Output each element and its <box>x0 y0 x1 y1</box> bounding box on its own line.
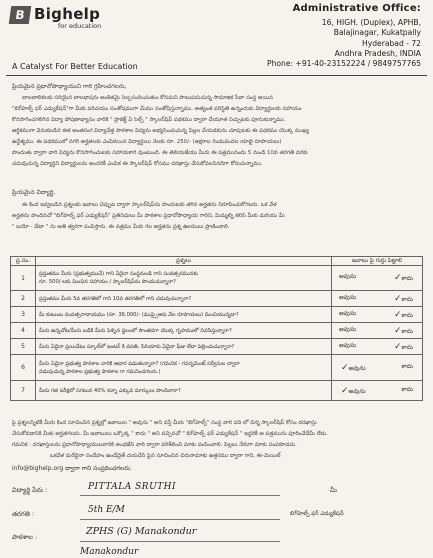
answer-no[interactable]: ✓కాదు <box>393 341 413 352</box>
question-line: మీ కుటుంబ సంవత్సరాదాయము (రూ. 36,000/- (ముప్పైఆరు వేల రూపాయలు) మించియున్నదా? <box>39 311 239 318</box>
answer-no[interactable]: ✓కాదు <box>393 325 413 336</box>
row-question <box>36 291 332 307</box>
signature-line-2: బిగ్‌హెల్ప్ ఫర్ ఎడ్యుకేషన్ <box>290 511 344 517</box>
signature-line-1: మీ <box>330 486 337 494</box>
row-answer <box>332 355 423 381</box>
answer-no[interactable]: ✓కాదు <box>393 273 413 283</box>
para-line: అర్హతను పొందినచో "బిగ్‌హెల్ప్ ఫర్ ఎడ్యుకేషన్" ప్రతినిధులు మీ పాఠశాల ప్రధానోపాధ్యాయ గారిని, మిమ్మల్ని కలిసి మీకు మరియు మీ <box>12 213 285 219</box>
question-line: నడుపుచున్న పాఠశాల ప్రభుత్వ పాఠశాల గా గమనించగలరు.) <box>39 368 161 375</box>
para-line: ఈ కింద ఇవ్వబడిన ప్రశ్నలకు జవాబు చెప్పుట ద్వారా స్కాలర్‌షిప్‌ను పొందుటకు తగిన అర్హతను నిరూపించుకోగలరు. ఒక వేళ <box>22 202 277 208</box>
contact-tail: ద్వారా గాని సంప్రదించగలరు. <box>65 465 132 472</box>
para-line: " బయో - డేటా " ను అతి త్వరగా పంపిస్తారు. ఈ పత్రము మీకు గల అర్హతను ప్రశ్న ఊయులు ప్రాణించాలి. <box>12 224 230 230</box>
office-address <box>251 4 421 69</box>
para-line: చదువుచున్న విద్యార్థిని విద్యార్థులను అందరికీ ఎంపిక ఈ స్కాలర్‌షిప్ కోసము దరఖాస్తు చేసుకోవలసినదిగా కోరుచున్నాము. <box>12 161 263 167</box>
answer-no[interactable]: కాదు <box>401 385 413 393</box>
answer-yes[interactable]: అవును <box>339 273 357 280</box>
answer-no[interactable]: ✓కాదు <box>393 309 413 320</box>
para-line: బాలబాలికలకు సరియైన బాలభాషను అంకితమై సెల్పసంరించుతుం కోసమని పాటుపదుచున్న సామాజిక సేవా సంస్థ అయిన <box>22 95 274 101</box>
student-name-label: విద్యార్థి పేరు : <box>12 486 48 494</box>
class-underline <box>80 519 280 520</box>
office-line: Balajinagar, Kukatpally <box>333 28 421 38</box>
office-title: Administrative Office: <box>292 3 421 14</box>
col-number-header: ప్ర.సం. <box>11 257 36 266</box>
row-question <box>36 323 332 339</box>
para-line: ఆర్ధికముగా వెనుకబడిన ఈక అంతరంగ విద్యావేత్త పాఠశాల విద్యను అభ్యసించుచున్న పిల్లల వేయడకును చూపుటకు ఈ పథకము యొక్క ముఖ్య <box>12 128 309 134</box>
check-mark-icon: ✓ <box>393 293 402 304</box>
office-line: Andhra Pradesh, INDIA <box>334 48 421 58</box>
check-mark-icon: ✓ <box>341 362 349 373</box>
row-answer <box>332 323 423 339</box>
row-question <box>36 266 332 291</box>
check-mark-icon: ✓ <box>393 325 402 336</box>
row-question <box>36 307 332 323</box>
para-line: చేసుకోవడానికి మీకు అర్హతగలదు. మీ జవాబులు ఒక్కొక్క " కాదు " అని వచ్చినచో " బిగ్‌హెల్ప్ ఫర్ ఎడ్యుకేషన్ " ఇద్దరికీ ఆ పత్రమును పూరించేదేమీ లేదు. <box>12 431 328 437</box>
row-question <box>36 381 332 401</box>
answer-no[interactable]: ✓కాదు <box>393 293 413 304</box>
school-value-2: Manakondur <box>80 547 139 557</box>
table-row <box>11 266 423 291</box>
para-line: ఒకవేళ మరేదైనా సందేహం ఉండేదైతే దయచేసి పైన సూచించిన చిరునామాకు ఉత్తరము ద్వారా గాని, ఈ-మెయిల్ <box>50 453 281 459</box>
question-line: రూ. 500/-లకు మించిన సహాయం / స్కాలర్‌షిప్‌ను పొందుచున్నారా? <box>39 279 176 285</box>
office-line: Hyderabad - 72 <box>362 38 421 48</box>
contact-email[interactable]: info@bighelp.org <box>12 465 64 472</box>
answer-yes[interactable]: అవును <box>339 309 357 317</box>
office-phone: Phone: +91-40-23152224 / 9849757765 <box>266 59 421 69</box>
answer-yes[interactable]: అవును <box>339 325 357 333</box>
question-line: మీరు ఉన్నచోట/మీరు బడికి మీరు పెళ్ళిన స్థలంలో సొంతదగా యొక్క గృహములో నివసిస్తున్నారా? <box>39 327 232 334</box>
row-number: 2 <box>11 291 36 307</box>
class-label: తరగతి : <box>12 510 35 518</box>
bighelp-logo-icon: B <box>9 6 32 24</box>
para-line: ఉద్దేశ్యము. ఈ పథకములో నగరి అర్హతలకు ఎంపికయిన విద్యార్థులు నెలకు రూ. 250/- (అక్షరాల రెండువందల యాభై రూపాయలు) <box>12 139 282 145</box>
row-answer <box>332 307 423 323</box>
answer-yes[interactable]: ✓అవును <box>341 385 366 396</box>
question-line: ప్రస్తుతము మీరు (ప్రభుత్వముచే) గాని ఏదైనా సంస్థనుండి గాని సంవత్సరమునకు <box>39 271 198 277</box>
row-answer <box>332 266 423 291</box>
row-answer <box>332 291 423 307</box>
salutation-student: ప్రియమైన విద్యార్థి, <box>12 189 56 196</box>
question-line: ప్రస్తుతము మీరు 5వ తరగతిలో గాని 10వ తరగతిలో గాని చదువుచున్నారా? <box>39 295 192 302</box>
para-line: గమనిక : దరఖాస్తులను ప్రధానోపాధ్యాయులవారికి అంధజేసి వారి ద్వారా పరిశీలించి మాకు పంపించాలి. పిల్లలు నేరుగా మాకు పంపకూడదు. <box>12 442 297 448</box>
para-line: కొనసాగించగలిగిన విద్యా పోషణాభ్యాసం వారికి " ప్రాజెక్ట్ ఏ సెల్ప్ " స్కాలర్‌షిప్ పథకము ద్వారా చేయూత నిచ్చుటకు పూనుకున్నాము. <box>12 117 286 123</box>
question-line: మీరు గత పరీక్షలో సగటున 40% కన్నా ఎక్కువ మార్కులు పొందినారా? <box>39 387 181 394</box>
row-number: 1 <box>11 266 36 291</box>
class-value: 5th E/M <box>88 505 125 515</box>
table-header-row <box>11 257 423 266</box>
salutation-headmaster: ప్రియమైన ప్రధానోపాధ్యాయుని గారి గ్రహించగలరు, <box>12 83 127 90</box>
row-number: 7 <box>11 381 36 401</box>
school-underline <box>80 541 280 542</box>
table-row <box>11 323 423 339</box>
table-row <box>11 381 423 401</box>
tagline: A Catalyst For Better Education <box>12 62 138 71</box>
table-row <box>11 307 423 323</box>
row-answer <box>332 339 423 355</box>
answer-yes[interactable]: అవును <box>339 293 357 301</box>
brand-subtitle: for education <box>58 22 102 30</box>
student-name-underline <box>80 495 280 496</box>
answer-no[interactable]: కాదు <box>401 362 413 370</box>
school-value: ZPHS (G) Manakondur <box>86 526 197 537</box>
table-row <box>11 291 423 307</box>
office-line: 16, HIGH. (Duplex), APHB, <box>321 18 421 28</box>
question-line: మీరు ఏదైనా ప్రభుత్వ పాఠశాల వారికి ఆధార పడుతున్నారా? (గమనిక - గవర్నమెంట్ సర్వీసుల ద్వారా <box>39 360 240 367</box>
table-row <box>11 355 423 381</box>
col-question-header: ప్రశ్నలు <box>36 257 332 266</box>
row-number: 5 <box>11 339 36 355</box>
check-mark-icon: ✓ <box>393 341 402 352</box>
para-line: "బిగ్‌హెల్ప్ ఫర్ ఎడ్యుకేషన్"గా మీకు పరిచయం సంతోషముగా మేము సంతోషిస్తున్నాము. అత్యంత పరిస్థితి ఉన్నందుకు విద్యార్థులకు సహాయం <box>12 106 302 112</box>
row-answer <box>332 381 423 401</box>
header-divider <box>6 75 427 76</box>
row-question <box>36 355 332 381</box>
row-question <box>36 339 332 355</box>
question-line: మీరు ఏదైనా ప్రయివేటు స్కూల్‌లో ఇంటర్ కి వసతి, సిరియాకు ఏదైనా ఫీజు లేదా పెల్లించుచున్నారా? <box>39 343 235 350</box>
para-line: పొందుతు ద్వారా వారి విద్యను కొనసాగించుటకు సహాయకారి వుంటుంది. ఈ తెలియజేయు మీరు ఈ పత్రమునందు 5 నుండి 10వ తరగతి వరకు <box>12 150 308 156</box>
check-mark-icon: ✓ <box>393 309 402 320</box>
answer-yes[interactable]: అవును <box>339 341 357 349</box>
table-row <box>11 339 423 355</box>
para-line: పై ప్రశ్నలన్నిటికీ మీరు కింద సూచించిన ప్రశ్నల్లో జవాబుల " అవును " అని వస్తే మీరు "బిగ్‌హెల్ప్" సంస్థ వారి పది లో చిన్న స్కాలర్‌షిప్ కోసం దరఖాస్తు <box>12 420 317 426</box>
answer-yes[interactable]: ✓అవును <box>341 362 366 373</box>
row-number: 6 <box>11 355 36 381</box>
row-number: 4 <box>11 323 36 339</box>
brand-name: Bighelp <box>34 5 101 23</box>
col-answer-header: జవాబు పై గుర్తు పెట్టాలి <box>332 257 423 266</box>
check-mark-icon: ✓ <box>341 385 349 396</box>
student-name-value: PITTALA SRUTHI <box>88 482 177 492</box>
check-mark-icon: ✓ <box>393 273 402 283</box>
school-label: పాఠశాల : <box>12 533 38 541</box>
eligibility-table <box>10 256 423 401</box>
row-number: 3 <box>11 307 36 323</box>
contact-line <box>12 465 132 473</box>
